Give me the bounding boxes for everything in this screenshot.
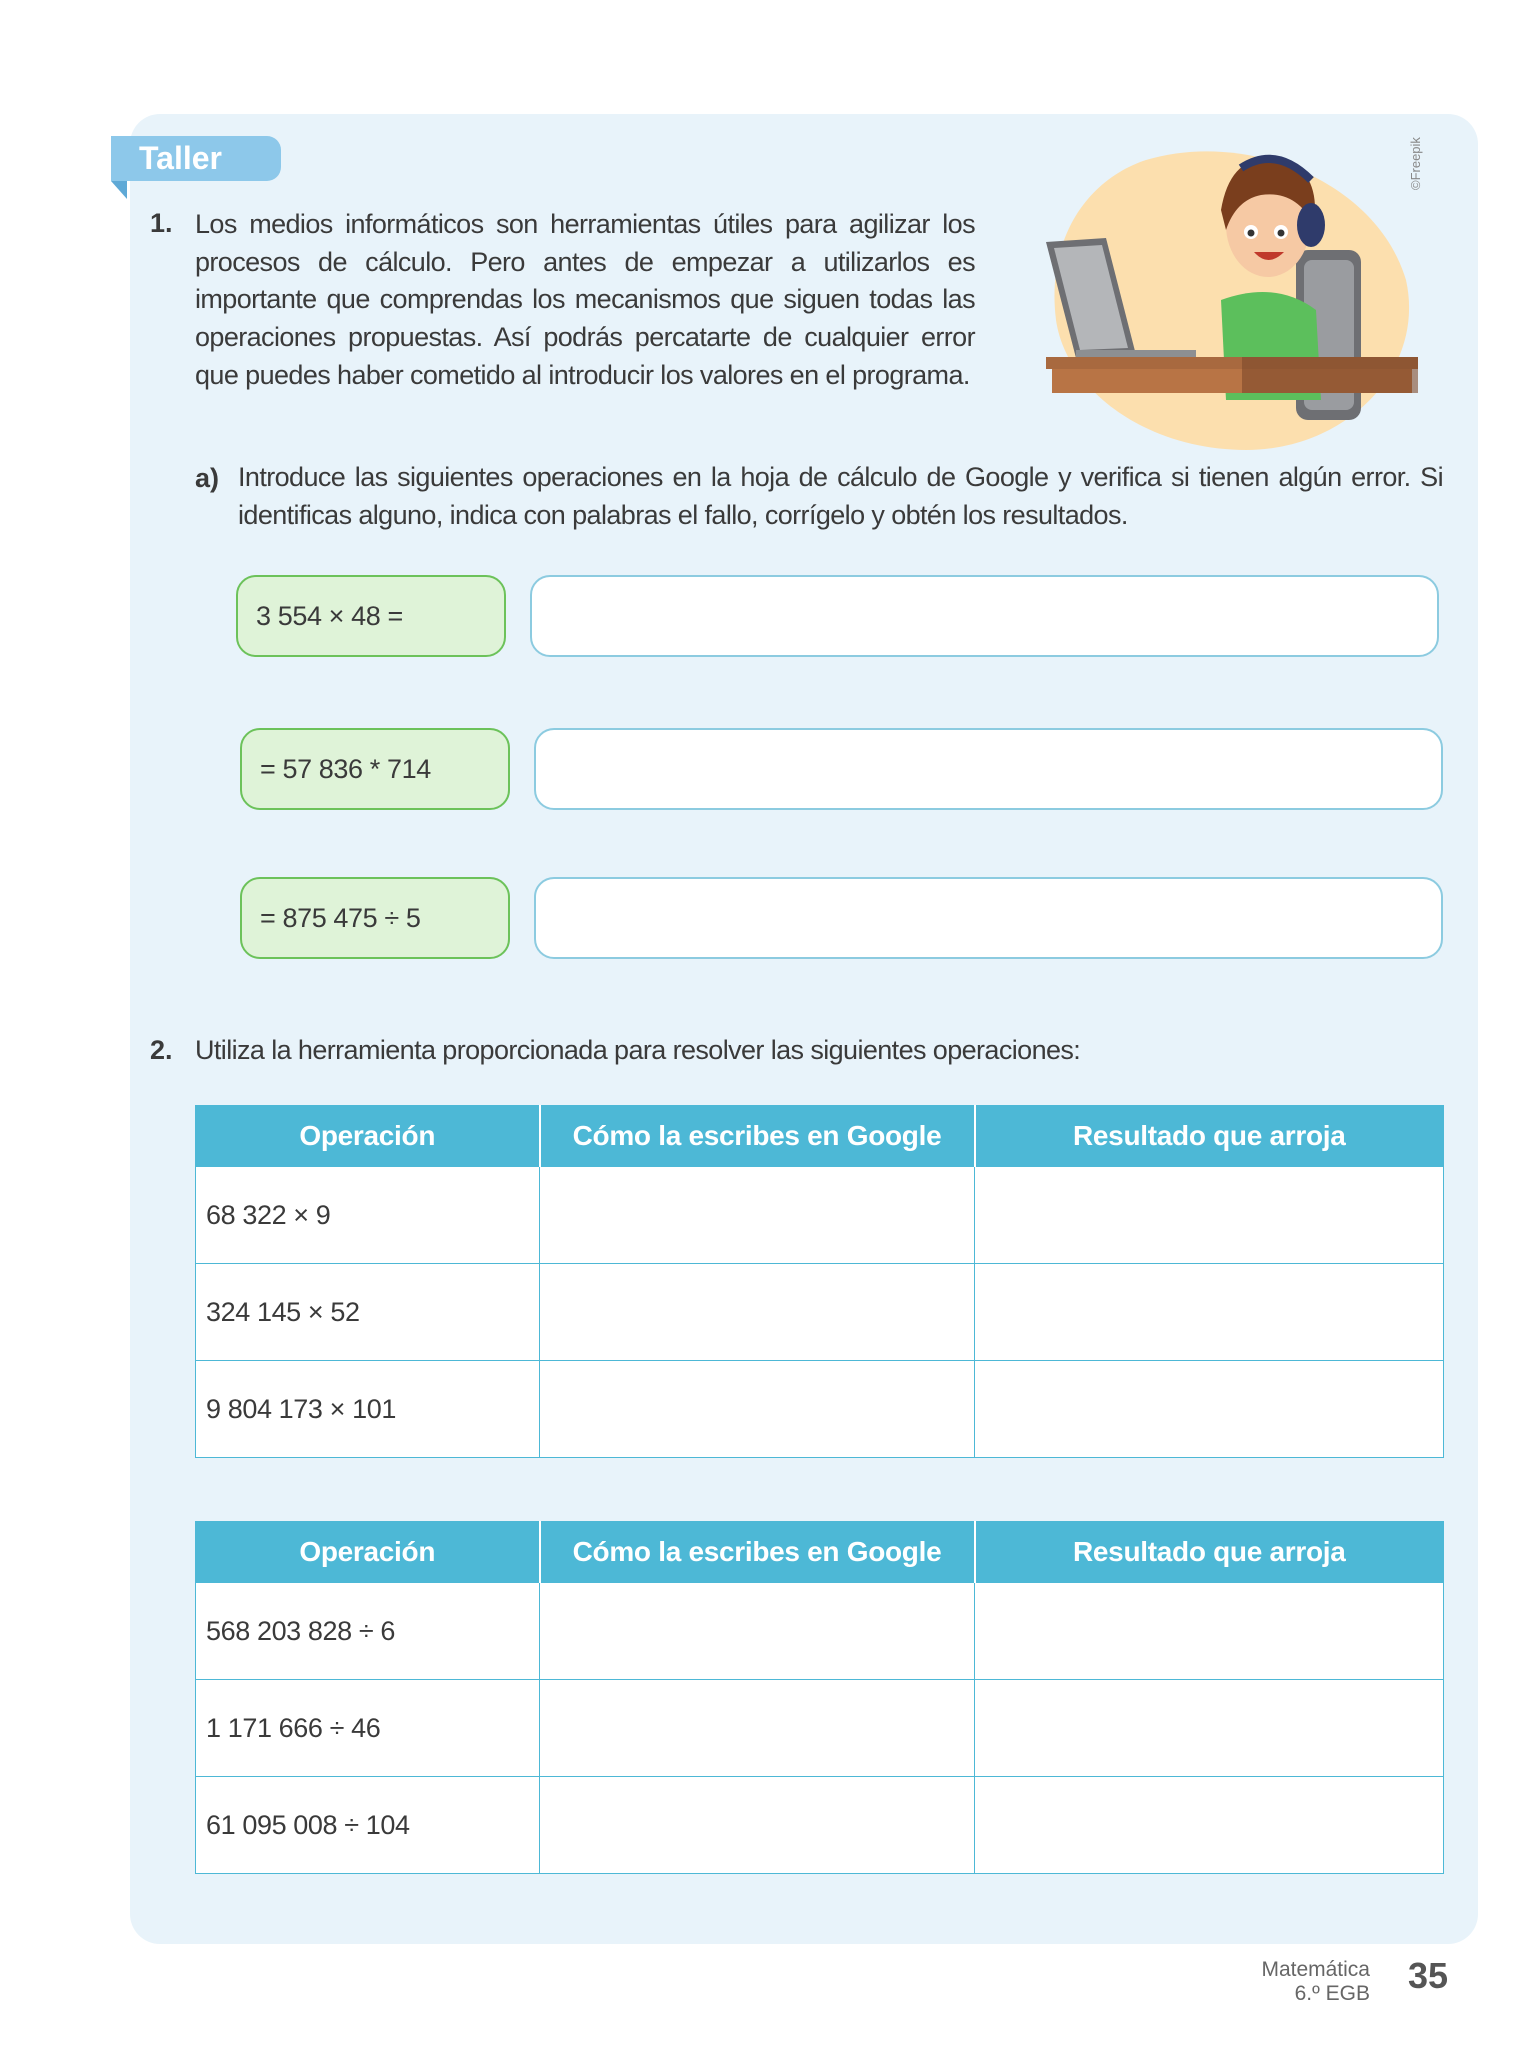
exercise-1-number: 1. (150, 208, 173, 238)
boy-at-computer-illustration (1046, 150, 1426, 455)
table-row (196, 1361, 1444, 1458)
google-cell[interactable] (540, 1680, 975, 1777)
operation-cell: 568 203 828 ÷ 6 (196, 1583, 540, 1680)
google-cell[interactable] (540, 1167, 975, 1264)
google-cell[interactable] (540, 1777, 975, 1874)
exercise-2-text: Utiliza la herramienta proporcionada para resolver las siguientes operaciones: (195, 1035, 1081, 1065)
table-row (196, 1777, 1444, 1874)
header-operation: Operación (196, 1522, 540, 1583)
page-number: 35 (1408, 1955, 1449, 1996)
operation-cell: 1 171 666 ÷ 46 (196, 1680, 540, 1777)
result-cell[interactable] (975, 1777, 1444, 1874)
exercise-1-text: Los medios informáticos son herramientas útiles para agilizar los procesos de cálculo. Pero antes de empezar a utilizarlos es importante que comprendas los mecanismos que siguen todas las operaciones propuestas. Así podrás percatarte de cualquier error que puedes haber cometido al introducir los valores en el programa. (195, 209, 975, 390)
part-a-text: Introduce las siguientes operaciones en la hoja de cálculo de Google y verifica si tienen algún error. Si identificas alguno, indica con palabras el fallo, corrígelo y obtén los resultados. (238, 462, 1443, 530)
table-row (196, 1583, 1444, 1680)
operation-box-3: = 875 475 ÷ 5 (240, 877, 510, 959)
result-cell[interactable] (975, 1264, 1444, 1361)
operations-table-2 (195, 1521, 1444, 1874)
result-cell[interactable] (975, 1583, 1444, 1680)
operation-box-2: = 57 836 * 714 (240, 728, 510, 810)
operation-cell: 68 322 × 9 (196, 1167, 540, 1264)
footer-grade: 6.º EGB (1294, 1982, 1370, 2005)
exercise-2-number: 2. (150, 1035, 173, 1065)
google-cell[interactable] (540, 1361, 975, 1458)
header-google: Cómo la escribes en Google (540, 1522, 975, 1583)
tab-fold (111, 181, 127, 199)
operations-table-1 (195, 1105, 1444, 1458)
operation-box-1: 3 554 × 48 = (236, 575, 506, 657)
table-header-row (196, 1522, 1444, 1583)
google-cell[interactable] (540, 1583, 975, 1680)
part-a-label: a) (195, 463, 220, 493)
footer-subject (1261, 1958, 1370, 2006)
table-row (196, 1167, 1444, 1264)
operation-cell: 61 095 008 ÷ 104 (196, 1777, 540, 1874)
result-cell[interactable] (975, 1680, 1444, 1777)
result-cell[interactable] (975, 1361, 1444, 1458)
answer-box-1[interactable] (530, 575, 1439, 657)
footer-subject-name: Matemática (1261, 1958, 1370, 1981)
answer-box-3[interactable] (534, 877, 1443, 959)
header-operation: Operación (196, 1106, 540, 1167)
table-header-row (196, 1106, 1444, 1167)
result-cell[interactable] (975, 1167, 1444, 1264)
header-result: Resultado que arroja (975, 1106, 1444, 1167)
google-cell[interactable] (540, 1264, 975, 1361)
header-result: Resultado que arroja (975, 1522, 1444, 1583)
operation-cell: 324 145 × 52 (196, 1264, 540, 1361)
operation-cell: 9 804 173 × 101 (196, 1361, 540, 1458)
header-google: Cómo la escribes en Google (540, 1106, 975, 1167)
image-credit: ©Freepik (1408, 137, 1423, 190)
table-row (196, 1680, 1444, 1777)
table-row (196, 1264, 1444, 1361)
section-tab: Taller (111, 136, 281, 181)
answer-box-2[interactable] (534, 728, 1443, 810)
